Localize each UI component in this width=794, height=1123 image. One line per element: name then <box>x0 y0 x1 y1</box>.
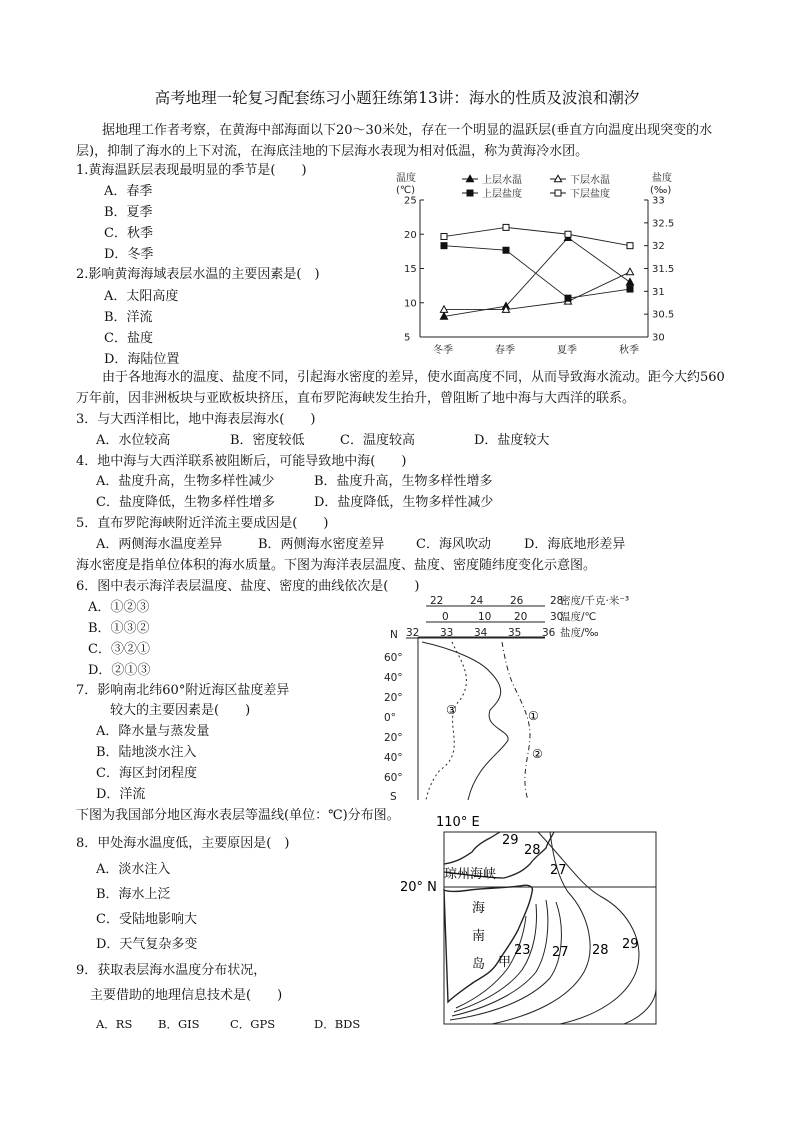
q2-option-b[interactable]: B．洋流 <box>104 310 153 325</box>
series-line <box>444 227 630 245</box>
curve-3 <box>426 642 466 800</box>
isotherm-label-27: 27 <box>552 945 569 960</box>
q6-option-d[interactable]: D．②①③ <box>88 663 151 678</box>
right-tick-label: 31 <box>652 286 665 298</box>
q4-option-a[interactable]: A．盐度升高，生物多样性减少 <box>96 474 275 489</box>
category-label: 夏季 <box>557 345 577 356</box>
top-axis-tick-label: 0 <box>442 611 449 623</box>
isotherm-map <box>400 812 664 1026</box>
top-axis-tick-label: 30 <box>550 611 564 623</box>
data-point <box>626 268 633 275</box>
isotherm-29 <box>624 988 656 1024</box>
q3-option-c[interactable]: C．温度较高 <box>340 433 415 448</box>
latitude-tick-label: S <box>390 791 397 803</box>
map-frame <box>444 832 656 1024</box>
top-axis-label: 盐度/‰ <box>560 627 599 639</box>
right-tick-label: 33 <box>652 195 665 207</box>
series-line <box>444 238 630 317</box>
question-2-stem: 2.影响黄海海域表层水温的主要因素是( ) <box>76 267 320 282</box>
series-line <box>444 272 630 310</box>
top-axis-tick-label: 10 <box>478 611 492 623</box>
category-label: 冬季 <box>433 345 453 356</box>
top-axis-tick-label: 34 <box>474 627 488 639</box>
q9-option-d[interactable]: D．BDS <box>314 1017 361 1031</box>
top-axis-tick-label: 33 <box>440 627 454 639</box>
isotherm-24 <box>454 904 536 1012</box>
latitude-tick-label: 20° <box>384 692 403 704</box>
legend-label: 下层水温 <box>570 175 610 186</box>
data-point <box>441 234 447 240</box>
isotherm-23 <box>456 916 526 1008</box>
q1-option-d[interactable]: D．冬季 <box>104 247 154 262</box>
top-axis-tick-label: 20 <box>514 611 528 623</box>
q2-option-a[interactable]: A．太阳高度 <box>104 289 179 304</box>
latitude-tick-label: 0° <box>384 712 396 724</box>
left-tick-label: 5 <box>404 332 411 344</box>
intro-paragraph-4: 下图为我国部分地区海水表层等温线(单位：℃)分布图。 <box>76 808 400 823</box>
q3-option-a[interactable]: A．水位较高 <box>96 433 171 448</box>
q9-option-b[interactable]: B．GIS <box>158 1017 200 1031</box>
q6-option-c[interactable]: C．③②① <box>88 642 150 657</box>
left-axis-label-1: 温度 <box>396 173 416 184</box>
chart-seasonal-temp-salinity <box>390 168 690 363</box>
island-label-2: 南 <box>472 929 486 944</box>
data-point <box>467 190 473 196</box>
question-9-stem-2: 主要借助的地理信息技术是( ) <box>90 988 283 1003</box>
q4-option-d[interactable]: D．盐度降低，生物多样性减少 <box>314 495 494 510</box>
question-5-stem: 5．直布罗陀海峡附近洋流主要成因是( ) <box>76 516 329 531</box>
latitude-tick-label: 40° <box>384 752 403 764</box>
data-point <box>441 243 447 249</box>
question-9-stem: 9．获取表层海水温度分布状况， <box>76 963 267 978</box>
latitude-tick-label: N <box>390 629 398 641</box>
q1-option-a[interactable]: A．春季 <box>104 184 153 199</box>
q7-option-d[interactable]: D．洋流 <box>96 787 146 802</box>
latitude-tick-label: 20° <box>384 732 403 744</box>
chart-latitude-profile <box>380 590 700 805</box>
question-6-stem: 6．图中表示海洋表层温度、盐度、密度的曲线依次是( ) <box>76 579 420 594</box>
top-axis-tick-label: 32 <box>406 627 420 639</box>
question-7-stem-2: 较大的主要因素是( ) <box>110 703 251 718</box>
q5-option-d[interactable]: D．海底地形差异 <box>524 537 626 552</box>
isotherm-label-29-top: 29 <box>502 833 519 848</box>
right-axis-label-2: (‰) <box>650 185 672 196</box>
question-4-stem: 4．地中海与大西洋联系被阻断后，可能导致地中海( ) <box>76 454 407 469</box>
mainland-coast <box>444 832 500 864</box>
top-axis-label: 密度/千克·米⁻³ <box>560 595 630 607</box>
isotherm-label-27-top: 27 <box>550 863 567 878</box>
isotherm-label-28: 28 <box>592 943 609 958</box>
isotherm-28 <box>538 832 639 1024</box>
island-label-3: 岛 <box>472 957 486 972</box>
latitude-tick-label: 60° <box>384 652 403 664</box>
q3-option-b[interactable]: B．密度较低 <box>230 433 305 448</box>
strait-label: 琼州海峡 <box>444 867 497 882</box>
latitude-tick-label: 40° <box>384 672 403 684</box>
q5-option-c[interactable]: C．海风吹动 <box>416 537 491 552</box>
top-axis-tick-label: 22 <box>430 595 444 607</box>
question-8-stem: 8．甲处海水温度低，主要原因是( ) <box>76 836 290 851</box>
legend-label: 下层盐度 <box>570 189 610 200</box>
legend-label: 上层盐度 <box>482 189 522 200</box>
right-tick-label: 30.5 <box>652 309 675 321</box>
q3-option-d[interactable]: D．盐度较大 <box>474 433 550 448</box>
q6-option-b[interactable]: B．①③② <box>88 621 150 636</box>
q5-option-a[interactable]: A．两侧海水温度差异 <box>96 537 223 552</box>
category-label: 春季 <box>495 345 515 356</box>
curve-label-1: ① <box>528 709 539 723</box>
data-point <box>626 278 633 285</box>
data-point <box>503 247 509 253</box>
right-tick-label: 31.5 <box>652 264 675 275</box>
q4-option-b[interactable]: B．盐度升高，生物多样性增多 <box>314 474 493 489</box>
top-axis-label: 温度/℃ <box>560 611 597 623</box>
q8-option-a[interactable]: A．淡水注入 <box>96 862 171 877</box>
data-point <box>440 306 447 313</box>
intro-paragraph-2: 由于各地海水的温度、盐度不同，引起海水密度的差异，使水面高度不同，从而导致海水流动。距今大约560万年前，因非洲板块与亚欧板块挤压，直布罗陀海峡发生抬升，曾阻断了地中海与大西洋的联系。 <box>76 370 725 406</box>
curve-label-2: ② <box>532 747 543 761</box>
question-3-stem: 3．与大西洋相比，地中海表层海水( ) <box>76 412 316 427</box>
q5-option-b[interactable]: B．两侧海水密度差异 <box>258 537 385 552</box>
data-point <box>627 286 633 292</box>
intro-paragraph-1: 据地理工作者考察，在黄海中部海面以下20～30米处，存在一个明显的温跃层(垂直方向温度出现突变的水层)，抑制了海水的上下对流，在海底洼地的下层海水表现为相对低温，称为黄海冷水团。 <box>76 123 713 159</box>
q8-option-b[interactable]: B．海水上泛 <box>96 887 171 902</box>
q7-option-a[interactable]: A．降水量与蒸发量 <box>96 724 210 739</box>
top-axis-tick-label: 24 <box>470 595 484 607</box>
q2-option-c[interactable]: C．盐度 <box>104 331 153 346</box>
legend-label: 上层水温 <box>482 175 522 186</box>
top-axis-tick-label: 28 <box>550 595 564 607</box>
q2-option-d[interactable]: D．海陆位置 <box>104 352 180 367</box>
q9-option-c[interactable]: C．GPS <box>230 1017 276 1031</box>
q1-option-b[interactable]: B．夏季 <box>104 205 153 220</box>
isotherm-label-28-top: 28 <box>524 843 541 858</box>
left-axis-label-2: (℃) <box>396 185 416 196</box>
latitude-tick-label: 60° <box>384 772 403 784</box>
top-axis-tick-label: 36 <box>542 627 556 639</box>
q4-option-c[interactable]: C．盐度降低，生物多样性增多 <box>96 495 275 510</box>
left-tick-label: 15 <box>404 264 417 275</box>
isotherm-label-29: 29 <box>622 937 639 952</box>
data-point <box>565 231 571 237</box>
q8-option-d[interactable]: D．天气复杂多变 <box>96 937 198 952</box>
right-tick-label: 30 <box>652 332 665 344</box>
q1-option-c[interactable]: C．秋季 <box>104 226 153 241</box>
question-7-stem: 7．影响南北纬60°附近海区盐度差异 <box>76 683 290 698</box>
isotherm-label-23: 23 <box>514 943 531 958</box>
left-tick-label: 10 <box>404 298 417 310</box>
longitude-label: 110° E <box>436 815 480 830</box>
curve-label-3: ③ <box>446 703 457 717</box>
page-title: 高考地理一轮复习配套练习小题狂练第13讲：海水的性质及波浪和潮汐 <box>154 89 640 107</box>
q9-option-a[interactable]: A．RS <box>96 1017 133 1031</box>
right-tick-label: 32 <box>652 241 665 253</box>
left-tick-label: 25 <box>404 195 417 207</box>
latitude-label: 20° N <box>400 880 437 895</box>
right-axis-label-1: 盐度 <box>652 173 672 184</box>
q6-option-a[interactable]: A．①②③ <box>88 600 150 615</box>
point-jia: 甲 <box>498 955 512 970</box>
island-label-1: 海 <box>472 901 486 916</box>
right-tick-label: 32.5 <box>652 218 675 230</box>
top-axis-tick-label: 26 <box>510 595 524 607</box>
q7-option-b[interactable]: B．陆地淡水注入 <box>96 745 197 760</box>
curve-1 <box>422 642 508 800</box>
category-label: 秋季 <box>619 345 639 356</box>
data-point <box>627 243 633 249</box>
data-point <box>565 295 571 301</box>
data-point <box>503 224 509 230</box>
q7-option-c[interactable]: C．海区封闭程度 <box>96 766 197 781</box>
q8-option-c[interactable]: C．受陆地影响大 <box>96 912 197 927</box>
top-axis-tick-label: 35 <box>508 627 522 639</box>
intro-paragraph-3: 海水密度是指单位体积的海水质量。下图为海洋表层温度、盐度、密度随纬度变化示意图。 <box>76 558 597 573</box>
left-tick-label: 20 <box>404 229 417 241</box>
question-1-stem: 1.黄海温跃层表现最明显的季节是( ) <box>76 163 307 178</box>
data-point <box>555 190 561 196</box>
curve-2 <box>502 642 530 800</box>
